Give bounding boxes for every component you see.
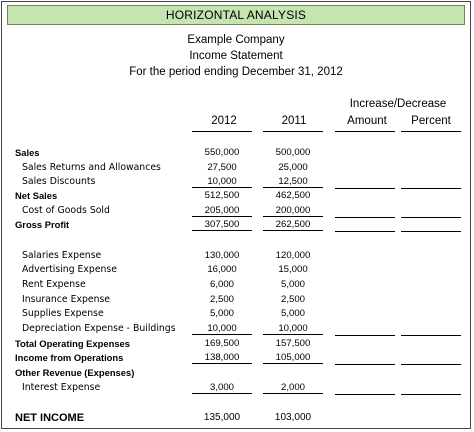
value-2011: 5,000 xyxy=(280,279,305,290)
year-2012-header: 2012 xyxy=(211,115,237,127)
row-label: Salaries Expense xyxy=(22,250,102,261)
value-2011: 262,500 xyxy=(263,219,323,231)
value-2011: 10,000 xyxy=(263,323,323,335)
percent-blank-line xyxy=(401,335,461,336)
value-2011: 157,500 xyxy=(275,338,311,349)
row-label: Other Revenue (Expenses) xyxy=(15,367,135,378)
header-rule-2011 xyxy=(263,131,323,132)
amount-blank-line xyxy=(335,394,395,395)
value-2011: 25,000 xyxy=(278,162,308,173)
row-label: NET INCOME xyxy=(15,412,85,424)
value-2012: 307,500 xyxy=(192,219,252,231)
value-2011: 120,000 xyxy=(275,250,311,261)
value-2012: 10,000 xyxy=(192,323,252,335)
header-rule-amount xyxy=(335,131,395,132)
row-label: Supplies Expense xyxy=(22,308,104,319)
value-2012: 2,500 xyxy=(209,294,234,305)
value-2011: 5,000 xyxy=(280,308,305,319)
row-label: Depreciation Expense - Buildings xyxy=(22,323,176,334)
row-label: Insurance Expense xyxy=(22,294,111,305)
value-2011: 500,000 xyxy=(275,147,311,158)
value-2012: 205,000 xyxy=(192,205,252,217)
percent-blank-line xyxy=(401,231,461,232)
value-2012: 169,500 xyxy=(204,338,240,349)
header-rule-percent xyxy=(401,131,461,132)
row-label: Gross Profit xyxy=(15,219,70,230)
statement-frame xyxy=(1,1,471,429)
statement-title: Income Statement xyxy=(189,50,283,62)
percent-blank-line xyxy=(401,364,461,365)
year-2011-header: 2011 xyxy=(281,115,307,127)
value-2011: 2,000 xyxy=(263,382,323,394)
percent-header: Percent xyxy=(411,115,451,127)
row-label: Sales Discounts xyxy=(22,176,96,187)
value-2012: 5,000 xyxy=(209,308,234,319)
amount-header: Amount xyxy=(347,115,387,127)
value-2012: 16,000 xyxy=(207,264,237,275)
value-2012: 27,500 xyxy=(207,162,237,173)
value-2011: 12,500 xyxy=(263,176,323,188)
value-2011: 15,000 xyxy=(278,264,308,275)
row-label: Total Operating Expenses xyxy=(15,338,130,349)
amount-blank-line xyxy=(335,364,395,365)
banner-title: HORIZONTAL ANALYSIS xyxy=(7,5,465,25)
percent-blank-line xyxy=(401,188,461,189)
value-2012: 10,000 xyxy=(192,176,252,188)
row-label: Interest Expense xyxy=(22,382,101,393)
row-label: Income from Operations xyxy=(15,352,124,363)
amount-blank-line xyxy=(335,335,395,336)
header-rule-2012 xyxy=(192,131,252,132)
statement-period: For the period ending December 31, 2012 xyxy=(129,66,343,78)
amount-blank-line xyxy=(335,188,395,189)
row-label: Rent Expense xyxy=(22,279,86,290)
amount-blank-line xyxy=(335,217,395,218)
value-2011: 103,000 xyxy=(274,412,312,423)
row-label: Sales Returns and Allowances xyxy=(22,162,161,173)
row-label: Advertising Expense xyxy=(22,264,117,275)
value-2012: 550,000 xyxy=(204,147,240,158)
row-label: Sales xyxy=(15,147,40,158)
value-2012: 512,500 xyxy=(204,190,240,201)
value-2012: 130,000 xyxy=(204,250,240,261)
value-2012: 3,000 xyxy=(192,382,252,394)
value-2012: 6,000 xyxy=(209,279,234,290)
amount-blank-line xyxy=(335,231,395,232)
value-2011: 2,500 xyxy=(280,294,305,305)
row-label: Cost of Goods Sold xyxy=(22,205,110,216)
percent-blank-line xyxy=(401,394,461,395)
percent-blank-line xyxy=(401,217,461,218)
company-name: Example Company xyxy=(187,34,285,46)
increase-decrease-header: Increase/Decrease xyxy=(349,98,447,110)
row-label: Net Sales xyxy=(15,190,58,201)
value-2011: 462,500 xyxy=(275,190,311,201)
value-2011: 105,000 xyxy=(263,352,323,364)
value-2012: 135,000 xyxy=(203,412,241,423)
value-2011: 200,000 xyxy=(263,205,323,217)
value-2012: 138,000 xyxy=(192,352,252,364)
